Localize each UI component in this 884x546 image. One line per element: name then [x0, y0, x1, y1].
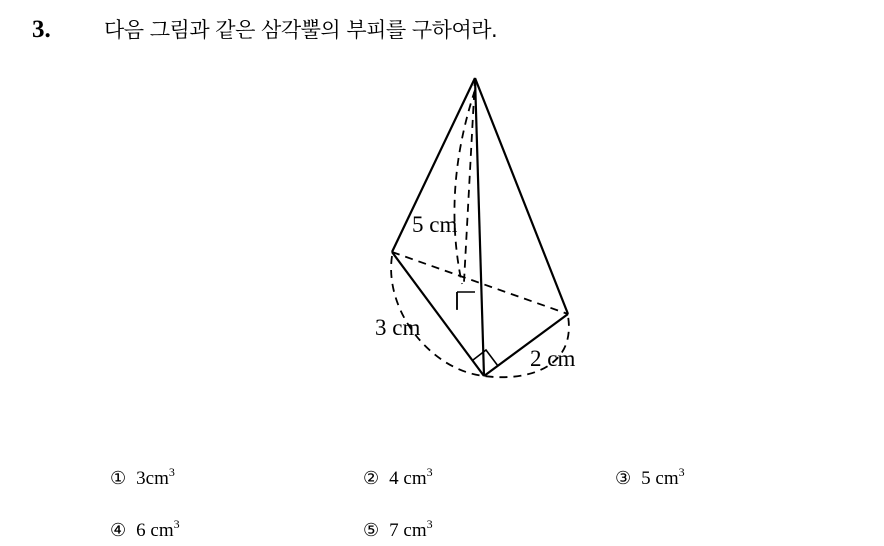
choice-exponent: 3	[426, 465, 433, 479]
choice-mark: ③	[615, 468, 632, 489]
pyramid-diagram	[360, 70, 600, 390]
edge-apex-bottom	[475, 78, 484, 376]
label-left-edge: 3 cm	[375, 315, 421, 340]
choice-mark: ①	[110, 468, 127, 489]
height-arc	[454, 90, 475, 284]
choice-value: 3cm	[136, 468, 169, 489]
choice-value: 4 cm	[389, 468, 427, 489]
choice-value: 6 cm	[136, 520, 174, 541]
choice-mark: ⑤	[363, 520, 380, 541]
choice-1[interactable]	[110, 465, 175, 490]
question-header	[32, 14, 497, 44]
label-height: 5 cm	[412, 212, 458, 237]
choice-3[interactable]	[615, 465, 685, 490]
edge-apex-right	[475, 78, 568, 314]
choice-4[interactable]	[110, 517, 180, 542]
choice-exponent: 3	[168, 465, 175, 479]
label-right-edge: 2 cm	[530, 346, 576, 371]
choice-mark: ②	[363, 468, 380, 489]
choice-2[interactable]	[363, 465, 433, 490]
choice-mark: ④	[110, 520, 127, 541]
question-text: 다음 그림과 같은 삼각뿔의 부피를 구하여라.	[104, 18, 498, 42]
choice-exponent: 3	[678, 465, 685, 479]
question-number: 3.	[32, 16, 51, 43]
choice-exponent: 3	[426, 517, 433, 531]
choice-value: 7 cm	[389, 520, 427, 541]
choice-value: 5 cm	[641, 468, 679, 489]
right-angle-mark-base	[473, 350, 498, 366]
choice-5[interactable]	[363, 517, 433, 542]
choice-exponent: 3	[173, 517, 180, 531]
pyramid-figure	[360, 70, 600, 390]
